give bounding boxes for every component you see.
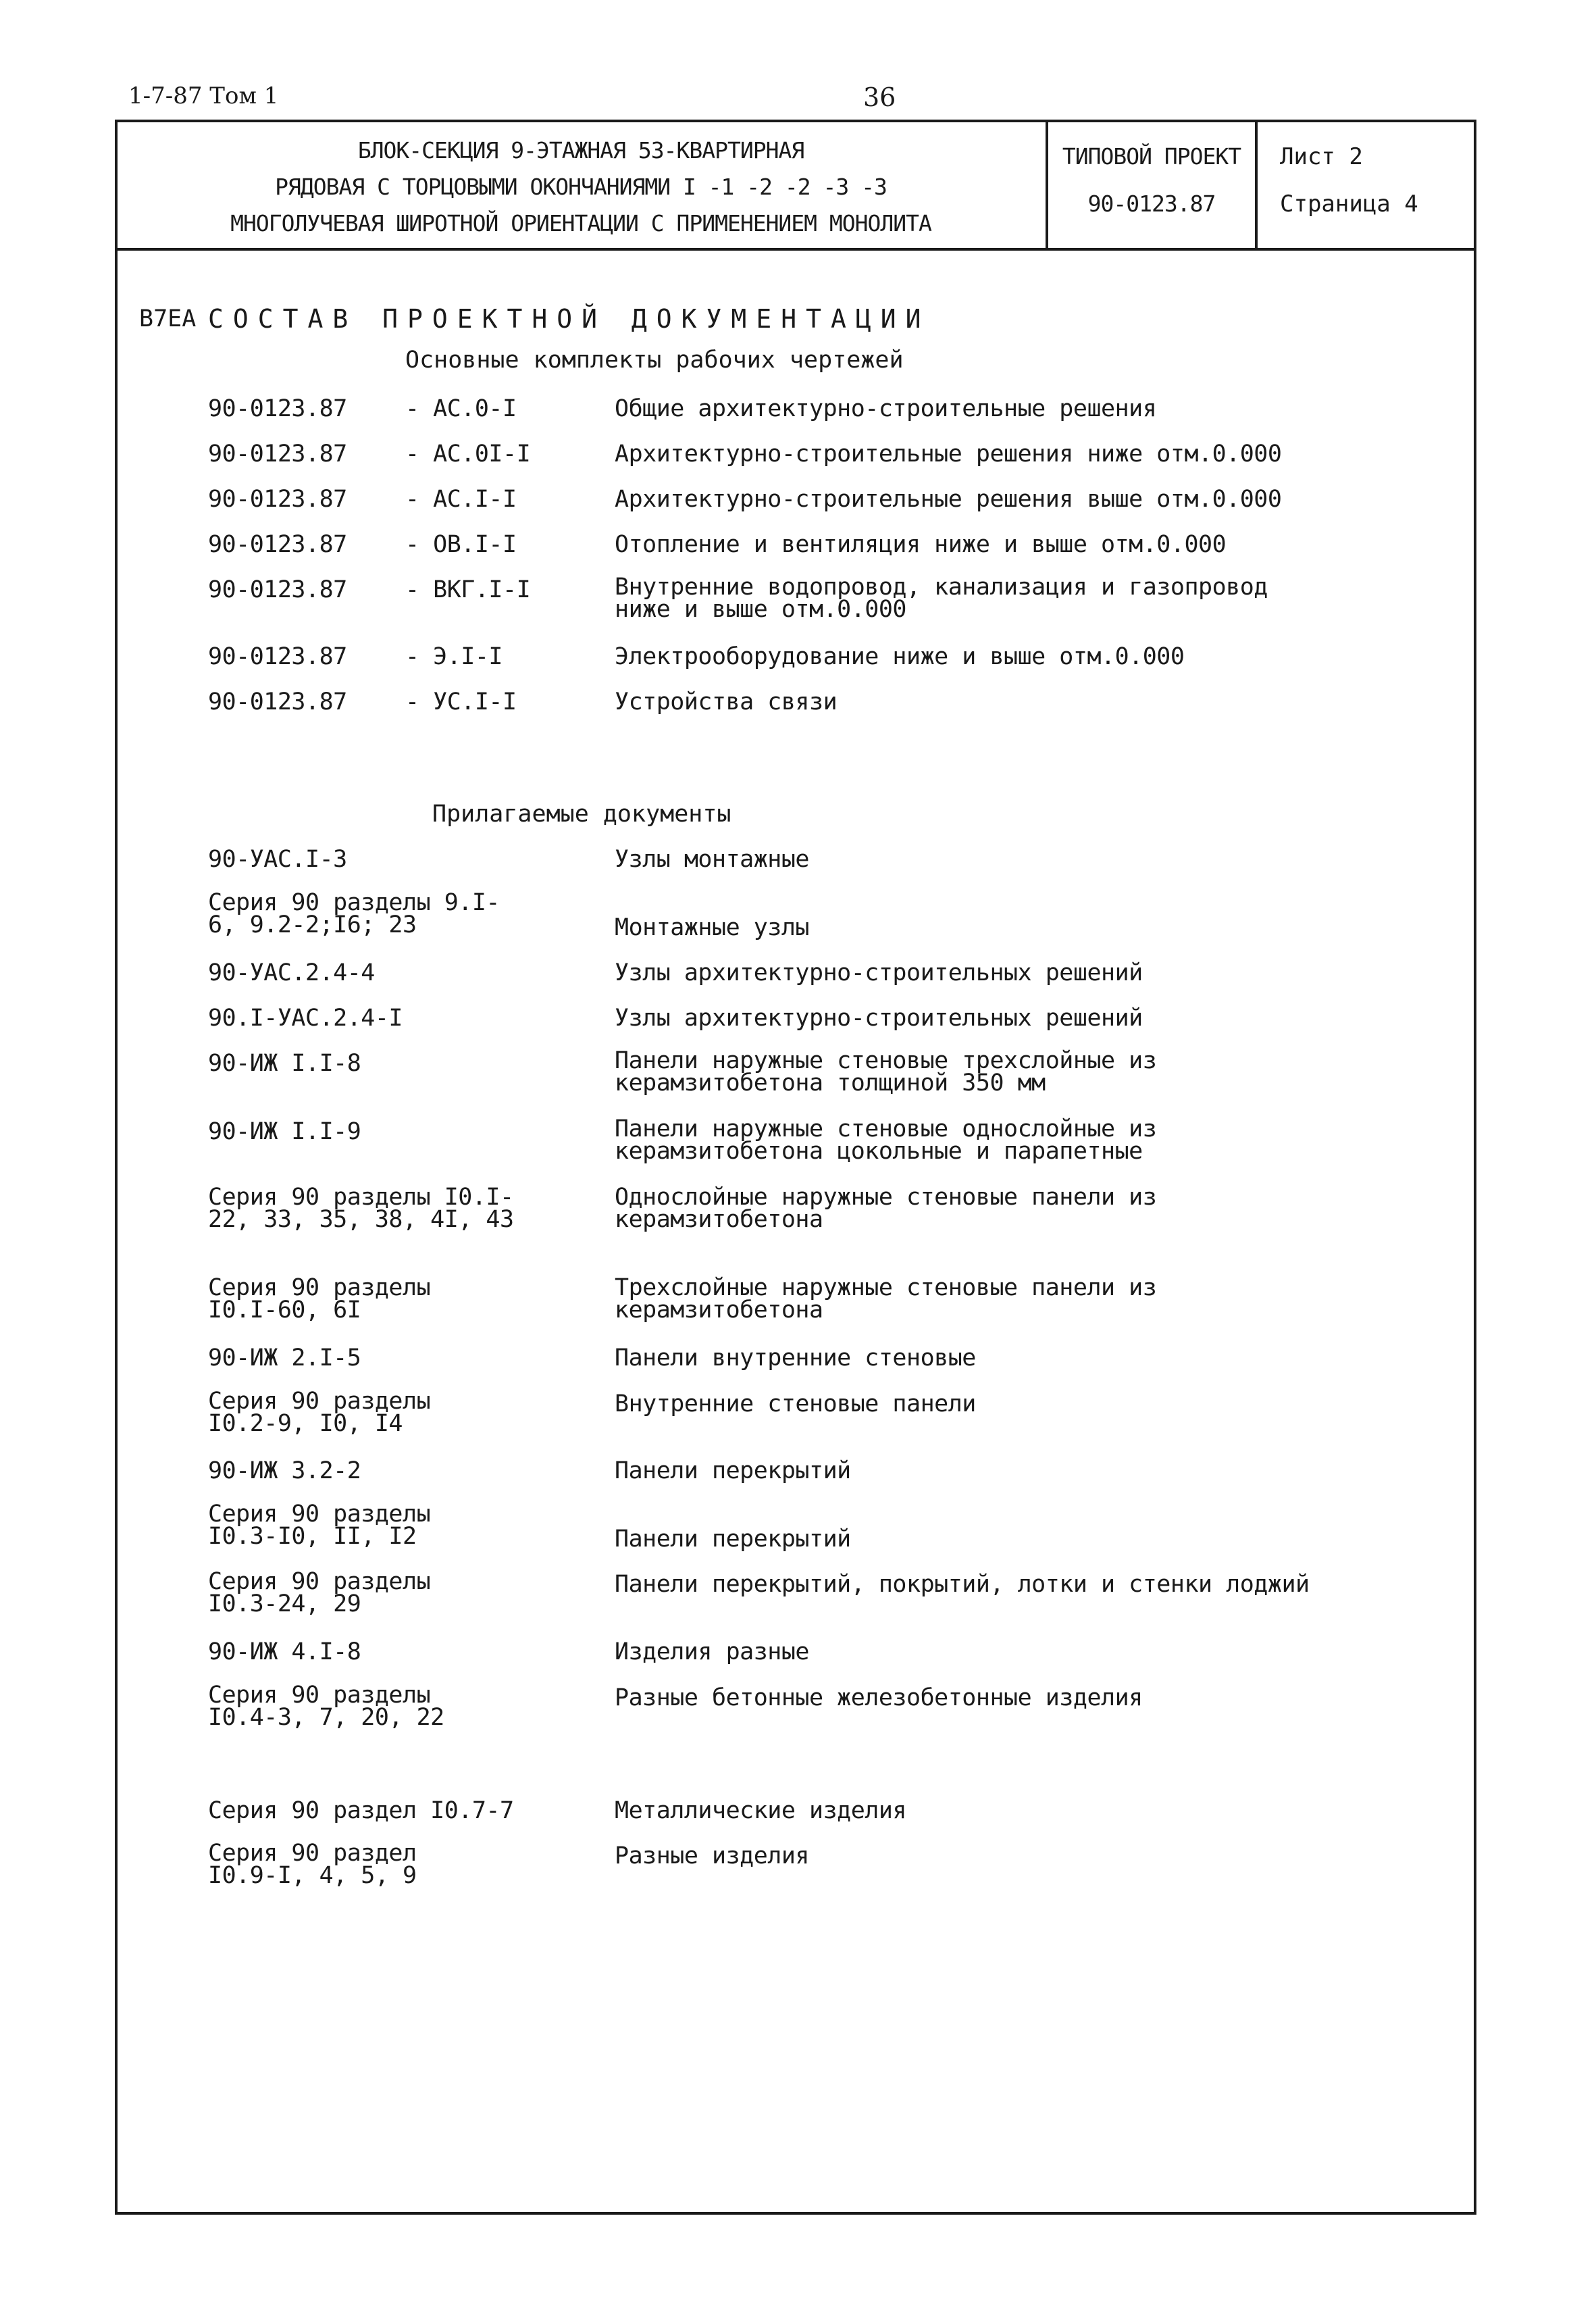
page-number: 36 xyxy=(863,82,896,112)
document-mark: - АС.0-I xyxy=(405,395,517,422)
title-block-divider xyxy=(1046,120,1048,251)
document-description: Архитектурно-строительные решения ниже отм.0.000 xyxy=(615,441,1282,468)
page-label: Страница 4 xyxy=(1280,191,1418,218)
sheet-label: Лист 2 xyxy=(1280,143,1363,170)
document-description: Панели перекрытий xyxy=(615,1526,851,1553)
document-description: Внутренние водопровод, канализация и газопровод ниже и выше отм.0.000 xyxy=(615,574,1268,623)
document-mark: - Э.I-I xyxy=(405,643,503,670)
main-sets-heading: Основные комплекты рабочих чертежей xyxy=(405,347,904,374)
document-description: Панели перекрытий, покрытий, лотки и стенки лоджий xyxy=(615,1571,1310,1598)
document-code: 90-0123.87 xyxy=(208,643,347,670)
section-code: В7ЕА xyxy=(139,305,197,332)
document-description: Панели наружные стеновые однослойные из керамзитобетона цокольные и парапетные xyxy=(615,1115,1157,1165)
section-title: СОСТАВ ПРОЕКТНОЙ ДОКУМЕНТАЦИИ xyxy=(208,304,931,334)
document-description: Узлы архитектурно-строительных решений xyxy=(615,1005,1143,1032)
document-code: 90-0123.87 xyxy=(208,395,347,422)
document-description: Устройства связи xyxy=(615,688,838,715)
document-code: 90-0123.87 xyxy=(208,688,347,715)
project-title-line: РЯДОВАЯ С ТОРЦОВЫМИ ОКОНЧАНИЯМИ I -1 -2 -2 -3 -3 xyxy=(275,174,887,200)
document-description: Однослойные наружные стеновые панели из керамзитобетона xyxy=(615,1184,1157,1233)
document-mark: - ОВ.I-I xyxy=(405,531,517,558)
project-type-label: ТИПОВОЙ ПРОЕКТ xyxy=(1062,143,1241,170)
document-code: 90-0123.87 xyxy=(208,576,347,603)
project-title-line: БЛОК-СЕКЦИЯ 9-ЭТАЖНАЯ 53-КВАРТИРНАЯ xyxy=(357,137,804,164)
document-description: Панели наружные стеновые трехслойные из керамзитобетона толщиной 350 мм xyxy=(615,1047,1157,1097)
document-code: 90-ИЖ 2.I-5 xyxy=(208,1344,361,1372)
project-code: 90-0123.87 xyxy=(1087,191,1216,217)
document-mark: - ВКГ.I-I xyxy=(405,576,531,603)
document-code: Серия 90 разделы I0.3-I0, II, I2 xyxy=(208,1501,431,1550)
document-description: Узлы архитектурно-строительных решений xyxy=(615,959,1143,986)
document-description: Узлы монтажные xyxy=(615,846,810,873)
document-code: Серия 90 разделы 9.I-6, 9.2-2;I6; 23 xyxy=(208,889,500,938)
document-mark: - УС.I-I xyxy=(405,688,517,715)
title-block-divider xyxy=(1255,120,1258,251)
document-code: 90.I-УАС.2.4-I xyxy=(208,1005,403,1032)
document-description: Панели внутренние стеновые xyxy=(615,1344,976,1372)
document-code: 90-0123.87 xyxy=(208,531,347,558)
document-description: Внутренние стеновые панели xyxy=(615,1390,976,1417)
document-code: 90-УАС.2.4-4 xyxy=(208,959,375,986)
document-description: Панели перекрытий xyxy=(615,1457,851,1484)
document-code: 90-0123.87 xyxy=(208,486,347,513)
document-description: Монтажные узлы xyxy=(615,914,810,941)
attached-heading: Прилагаемые документы xyxy=(432,801,731,828)
document-code: 90-ИЖ 4.I-8 xyxy=(208,1638,361,1665)
document-code: 90-УАС.I-3 xyxy=(208,846,347,873)
document-mark: - АС.0I-I xyxy=(405,441,531,468)
sheet-reference: 1-7-87 Том 1 xyxy=(128,82,279,109)
document-description: Металлические изделия xyxy=(615,1797,907,1824)
document-description: Разные изделия xyxy=(615,1842,810,1869)
project-title xyxy=(122,132,1040,242)
document-description: Отопление и вентиляция ниже и выше отм.0.000 xyxy=(615,531,1227,558)
document-code: Серия 90 разделы I0.4-3, 7, 20, 22 xyxy=(208,1682,444,1731)
document-code: Серия 90 разделы I0.2-9, I0, I4 xyxy=(208,1388,431,1437)
document-code: Серия 90 разделы I0.3-24, 29 xyxy=(208,1568,431,1617)
document-mark: - АС.I-I xyxy=(405,486,517,513)
document-description: Разные бетонные железобетонные изделия xyxy=(615,1684,1143,1711)
document-description: Архитектурно-строительные решения выше отм.0.000 xyxy=(615,486,1282,513)
document-code: 90-0123.87 xyxy=(208,441,347,468)
document-code: Серия 90 разделы I0.I-22, 33, 35, 38, 4I, 43 xyxy=(208,1184,514,1233)
document-code: 90-ИЖ 3.2-2 xyxy=(208,1457,361,1484)
document-description: Изделия разные xyxy=(615,1638,810,1665)
document-code: Серия 90 разделы I0.I-60, 6I xyxy=(208,1274,431,1324)
document-code: Серия 90 раздел I0.9-I, 4, 5, 9 xyxy=(208,1840,417,1889)
document-code: 90-ИЖ I.I-9 xyxy=(208,1118,361,1145)
drawing-frame xyxy=(115,120,1476,2215)
document-description: Общие архитектурно-строительные решения xyxy=(615,395,1157,422)
project-title-line: МНОГОЛУЧЕВАЯ ШИРОТНОЙ ОРИЕНТАЦИИ С ПРИМЕНЕНИЕМ МОНОЛИТА xyxy=(230,210,931,236)
document-code: 90-ИЖ I.I-8 xyxy=(208,1050,361,1077)
document-code: Серия 90 раздел I0.7-7 xyxy=(208,1797,514,1824)
document-description: Трехслойные наружные стеновые панели из керамзитобетона xyxy=(615,1274,1157,1324)
document-description: Электрооборудование ниже и выше отм.0.000 xyxy=(615,643,1185,670)
